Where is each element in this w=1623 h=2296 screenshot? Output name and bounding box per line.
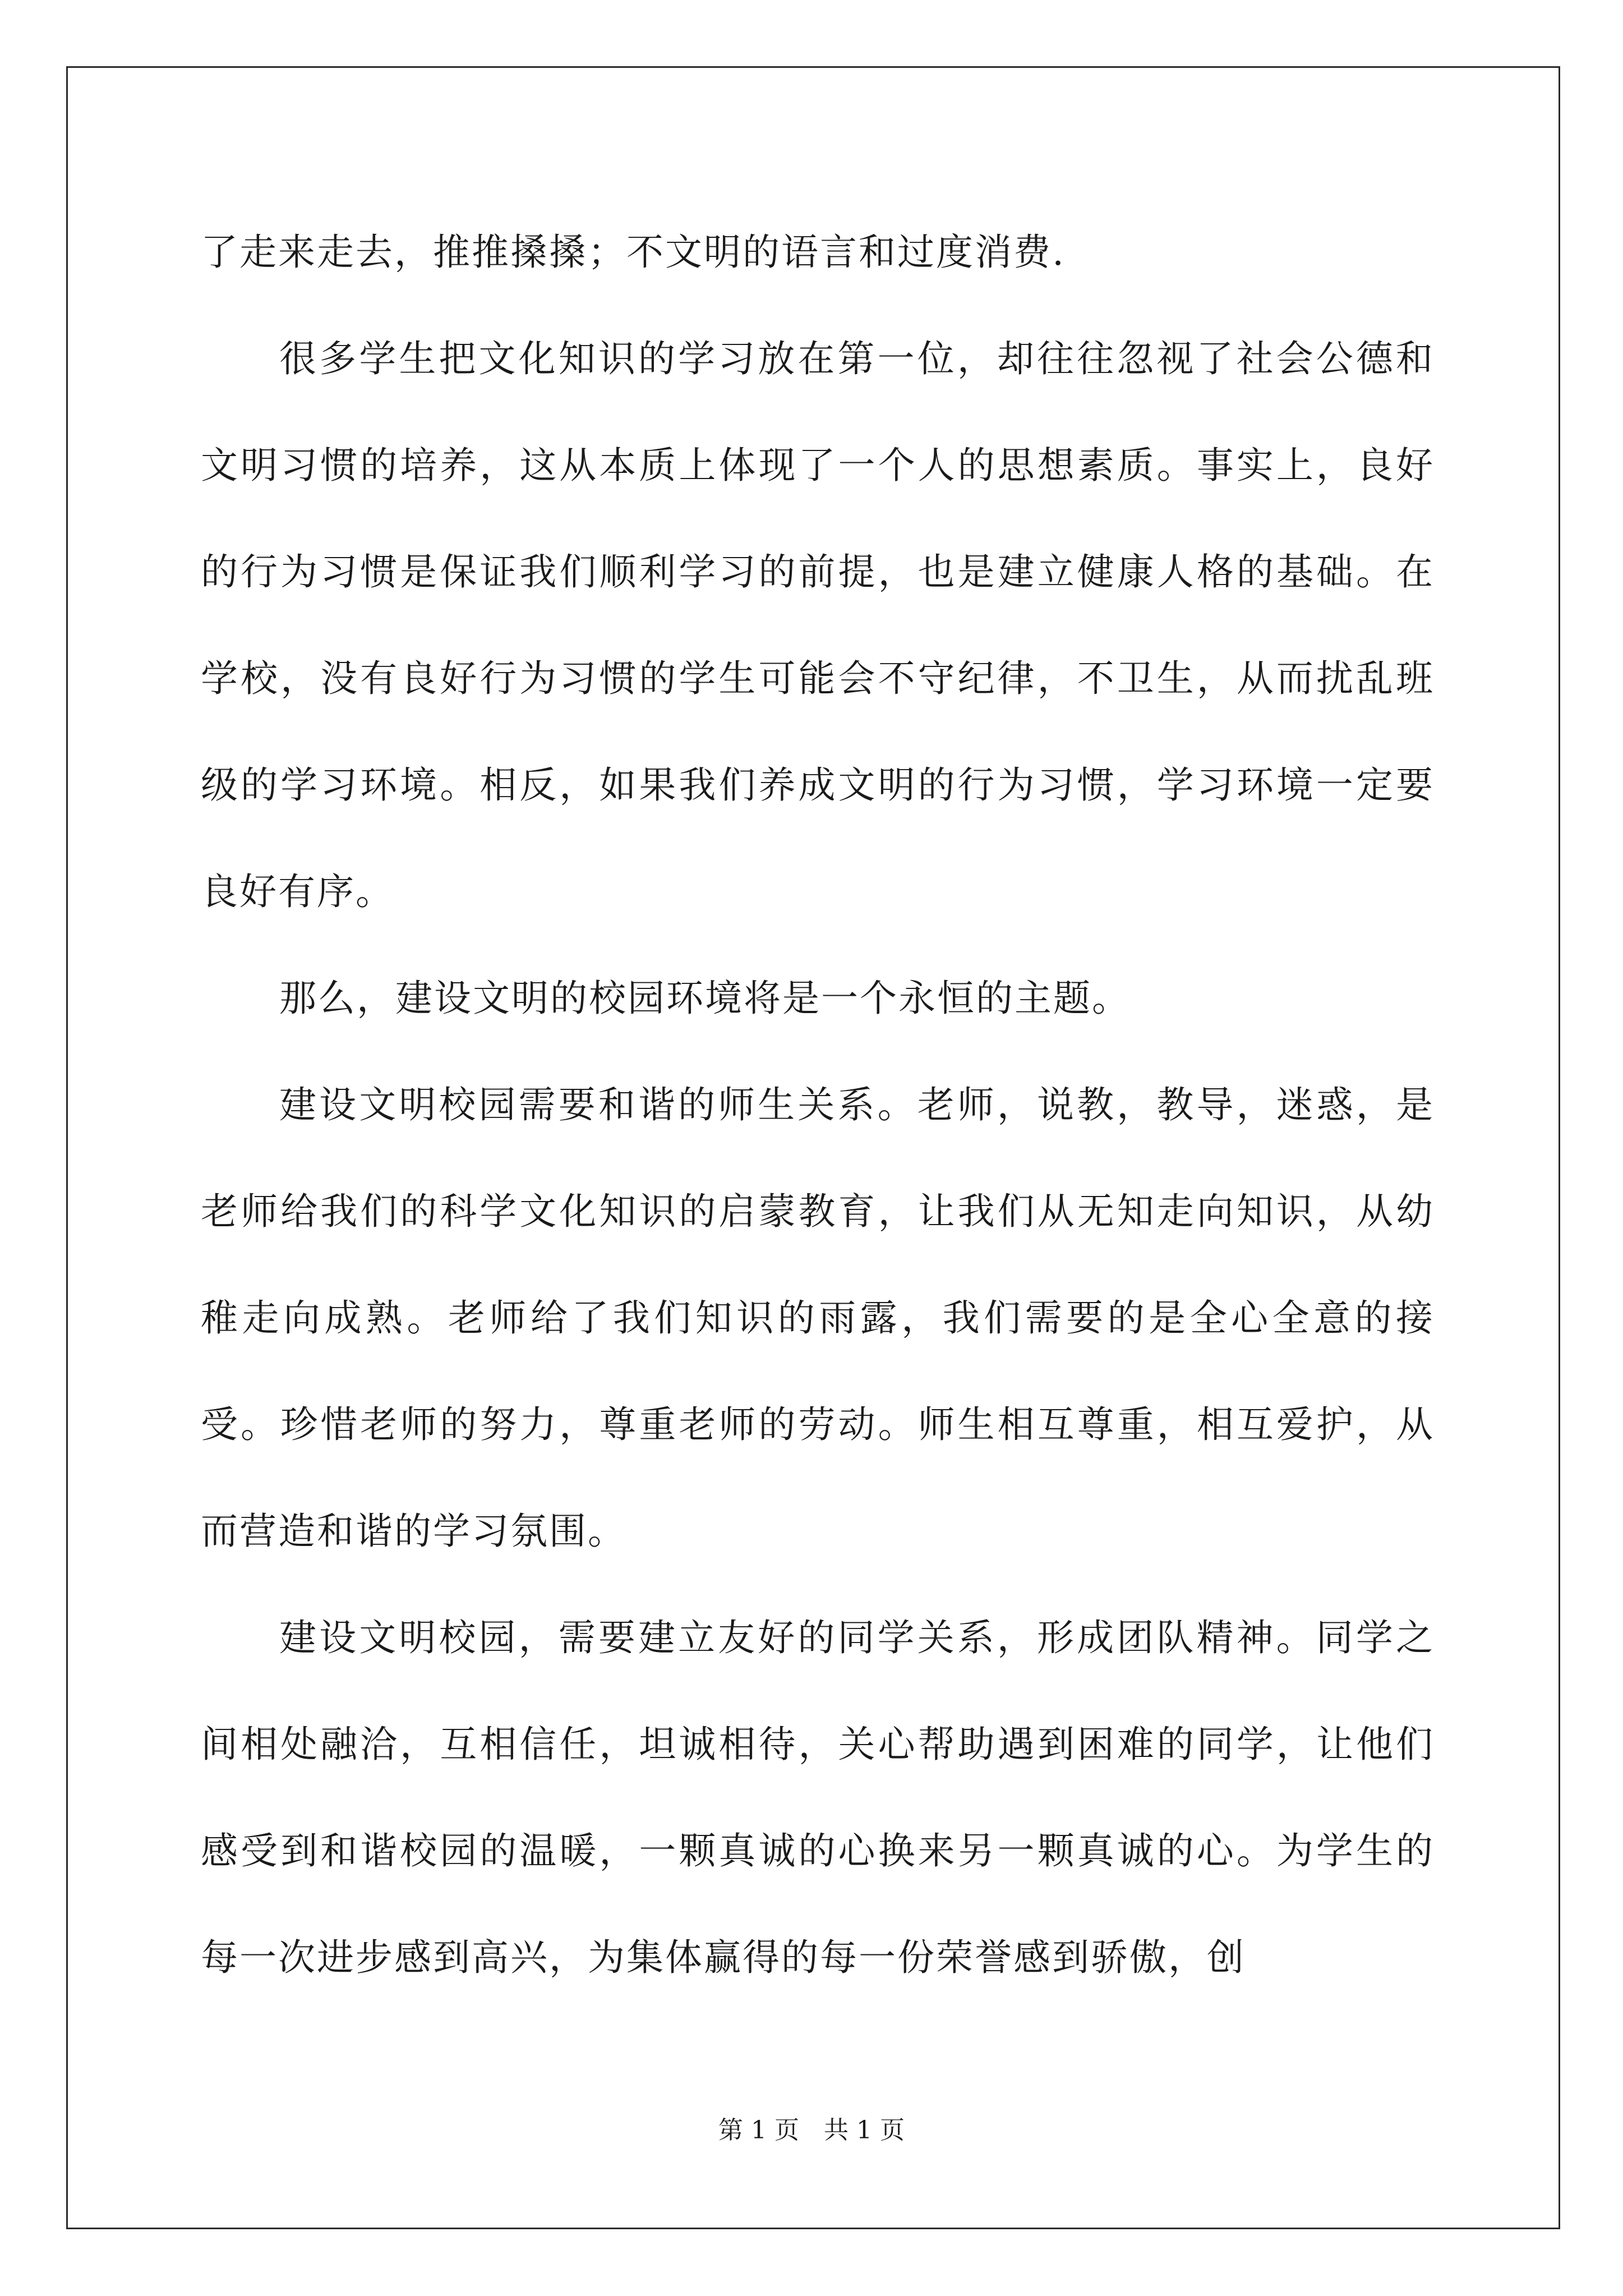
- page-footer: [0, 2114, 1623, 2147]
- paragraph-3: 那么，建设文明的校园环境将是一个永恒的主题。: [279, 977, 1131, 1020]
- document-body: [201, 199, 1435, 2011]
- paragraph-2: 很多学生把文化知识的学习放在第一位，却往往忽视了社会公德和文明习惯的培养，这从本质上体现了一个人的思想素质。事实上，良好的行为习惯是保证我们顺利学习的前提，也是建立健康人格的基础。在学校，没有良好行为习惯的学生可能会不守纪律，不卫生，从而扰乱班级的学习环境。相反，如果我们养成文明的行为习惯，学习环境一定要良好有序。: [201, 337, 1435, 913]
- page-number-label: 第 1 页 共 1 页: [718, 2116, 905, 2145]
- paragraph-4: 建设文明校园需要和谐的师生关系。老师，说教，教导，迷惑，是老师给我们的科学文化知识的启蒙教育，让我们从无知走向知识，从幼稚走向成熟。老师给了我们知识的雨露，我们需要的是全心全意的接受。珍惜老师的努力，尊重老师的劳动。师生相互尊重，相互爱护，从而营造和谐的学习氛围。: [201, 1083, 1435, 1553]
- paragraph-5: 建设文明校园，需要建立友好的同学关系，形成团队精神。同学之间相处融洽，互相信任，坦诚相待，关心帮助遇到困难的同学，让他们感受到和谐校园的温暖，一颗真诚的心换来另一颗真诚的心。为学生的每一次进步感到高兴，为集体赢得的每一份荣誉感到骄傲，创: [201, 1616, 1435, 1979]
- paragraph-1: 了走来走去，推推搡搡；不文明的语言和过度消费.: [201, 231, 1066, 274]
